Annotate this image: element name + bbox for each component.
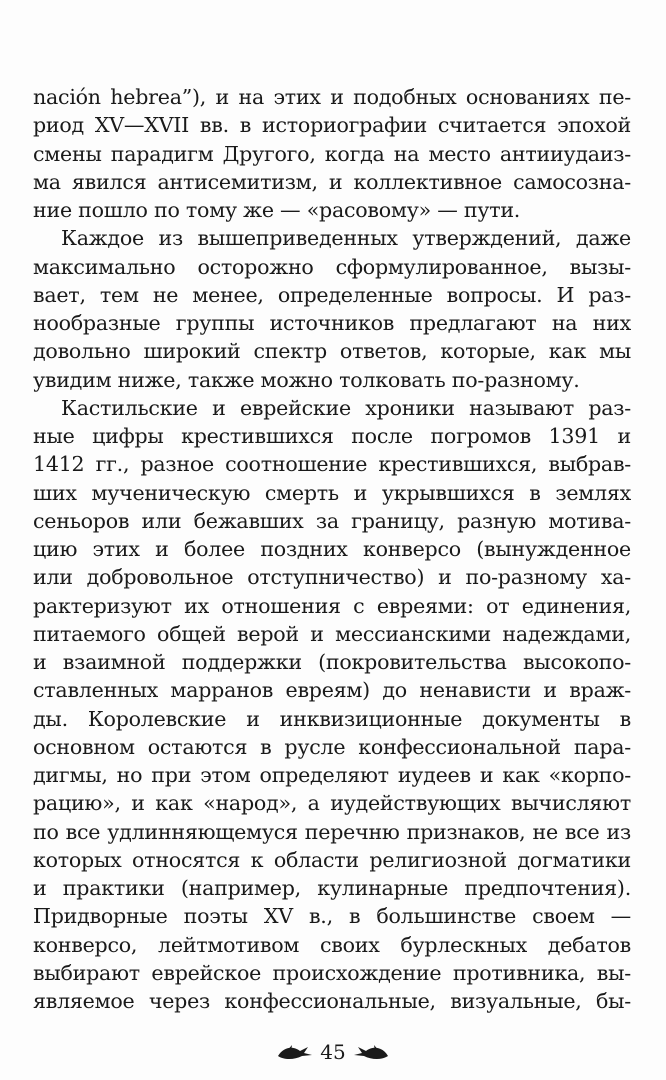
text-line: и взаимной поддержки (покровительства высокопо-	[33, 650, 631, 674]
text-line: ших мученическую смерть и укрывшихся в землях	[33, 480, 631, 505]
text-line: или добровольное отступничество) и по-разному ха-	[33, 565, 631, 590]
left-ornament-icon	[274, 1042, 314, 1062]
text-line: Кастильские и еврейские хроники называют раз-	[61, 395, 631, 420]
text-line: ставленных марранов евреям) до ненависти и враж-	[33, 678, 631, 703]
text-line: которых относятся к области религиозной догматики	[33, 847, 631, 872]
text-line: 1412 гг., разное соотношение крестившихся, выбрав-	[33, 452, 631, 477]
text-line: выбирают еврейское происхождение противника, вы-	[33, 960, 631, 985]
text-line: нообразные группы источников предлагают на них	[33, 311, 631, 335]
text-line: конверсо, лейтмотивом своих бурлескных дебатов	[33, 932, 631, 957]
text-line: основном остаются в русле конфессиональной пара-	[33, 734, 631, 759]
text-line: смены парадигм Другого, когда на место антииудаиз-	[33, 141, 631, 166]
text-line: ды. Королевские и инквизиционные документы в	[33, 706, 631, 731]
text-line: питаемого общей верой и мессианскими надеждами,	[33, 621, 631, 646]
text-line: ма явился антисемитизм, и коллективное самосозна-	[33, 169, 631, 194]
right-ornament-icon	[352, 1042, 392, 1062]
page-number: 45	[320, 1040, 346, 1064]
text-line: максимально осторожно сформулированное, вызы-	[33, 254, 631, 279]
text-line: и практики (например, кулинарные предпочтения).	[33, 876, 631, 900]
text-line: ние пошло по тому же — «расовому» — пути.	[33, 198, 521, 222]
text-line: ные цифры крестившихся после погромов 1391 и	[33, 424, 631, 448]
text-line: Каждое из вышеприведенных утверждений, даже	[61, 226, 631, 251]
text-line: увидим ниже, также можно толковать по-разному.	[33, 367, 580, 392]
text-line: рактеризуют их отношения с евреями: от единения,	[33, 593, 631, 618]
text-line: сеньоров или бежавших за границу, разную мотива-	[33, 508, 631, 533]
text-line: цию этих и более поздних конверсо (вынужденное	[33, 537, 631, 561]
text-line: являемое через конфессиональные, визуальные, бы-	[33, 989, 631, 1013]
body-text	[33, 83, 631, 1015]
text-line: nación hebrea”), и на этих и подобных основаниях пе-	[33, 85, 631, 109]
text-line: довольно широкий спектр ответов, которые, как мы	[33, 339, 631, 364]
text-line: дигмы, но при этом определяют иудеев и как «корпо-	[33, 763, 631, 787]
text-line: по все удлинняющемуся перечню признаков, не все из	[33, 819, 631, 844]
text-line: риод XV—XVII вв. в историографии считается эпохой	[33, 113, 631, 138]
text-line: рацию», и как «народ», а иудействующих вычисляют	[33, 791, 631, 816]
page-folio	[0, 1037, 666, 1067]
text-line: Придворные поэты XV в., в большинстве своем —	[33, 904, 631, 929]
text-line: вает, тем не менее, определенные вопросы. И раз-	[33, 282, 631, 307]
